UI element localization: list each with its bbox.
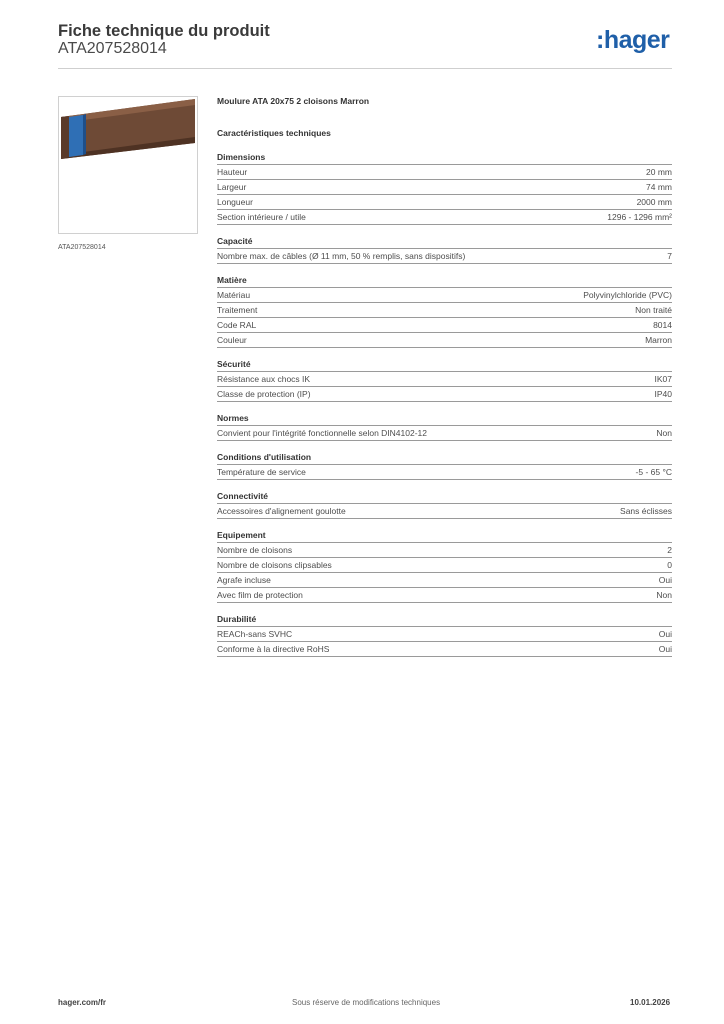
spec-label: Conforme à la directive RoHS [217,644,330,654]
spec-row [217,504,672,519]
spec-section [217,489,672,519]
spec-label: Largeur [217,182,247,192]
spec-value: Non [656,590,672,600]
spec-value: 7 [667,251,672,261]
spec-value: Non [656,428,672,438]
spec-value: 8014 [653,320,672,330]
spec-label: Résistance aux chocs IK [217,374,311,384]
spec-value: IK07 [654,374,672,384]
spec-label: Hauteur [217,167,248,177]
spec-row [217,333,672,348]
spec-label: Nombre de cloisons clipsables [217,560,332,570]
section-title: Matière [217,273,672,288]
spec-row [217,288,672,303]
hager-logo [596,26,669,55]
spec-label: Classe de protection (IP) [217,389,311,399]
spec-label: Couleur [217,335,247,345]
spec-row [217,180,672,195]
section-title: Sécurité [217,357,672,372]
spec-row [217,249,672,264]
spec-value: Marron [645,335,672,345]
product-reference: ATA207528014 [58,40,167,57]
spec-section [217,150,672,225]
spec-label: Température de service [217,467,306,477]
spec-row [217,372,672,387]
spec-value: 2 [667,545,672,555]
spec-value: 1296 - 1296 mm² [607,212,672,222]
spec-row [217,627,672,642]
spec-value: 20 mm [646,167,672,177]
spec-label: REACh-sans SVHC [217,629,293,639]
section-title: Durabilité [217,612,672,627]
section-title: Capacité [217,234,672,249]
spec-label: Nombre de cloisons [217,545,293,555]
footer-notice: Sous réserve de modifications techniques [292,998,441,1007]
spec-row [217,558,672,573]
spec-value: Sans éclisses [620,506,672,516]
spec-label: Accessoires d'alignement goulotte [217,506,346,516]
spec-label: Longueur [217,197,253,207]
spec-row [217,165,672,180]
section-title: Equipement [217,528,672,543]
spec-label: Matériau [217,290,251,300]
spec-value: Non traité [635,305,672,315]
spec-value: 2000 mm [636,197,672,207]
spec-row [217,387,672,402]
footer-date: 10.01.2026 [630,998,671,1007]
spec-row [217,543,672,558]
spec-value: Oui [658,575,672,585]
footer-website[interactable]: hager.com/fr [58,998,107,1007]
spec-row [217,195,672,210]
spec-value: 74 mm [646,182,672,192]
spec-row [217,642,672,657]
spec-row [217,573,672,588]
spec-label: Traitement [217,305,258,315]
spec-label: Section intérieure / utile [217,212,306,222]
logo-prefix: : [596,26,604,54]
spec-label: Convient pour l'intégrité fonctionnelle selon DIN4102-12 [217,428,428,438]
header-divider [58,68,672,69]
spec-section [217,273,672,348]
spec-value: -5 - 65 °C [635,467,672,477]
product-image [58,96,198,234]
specs-content [217,96,672,666]
logo-text: hager [603,26,670,54]
spec-row [217,588,672,603]
spec-section [217,450,672,480]
product-name: Moulure ATA 20x75 2 cloisons Marron [217,96,370,106]
section-title: Dimensions [217,150,672,165]
tech-heading: Caractéristiques techniques [217,128,331,138]
spec-row [217,303,672,318]
spec-value: IP40 [654,389,672,399]
spec-label: Avec film de protection [217,590,303,600]
cable-channel-illustration [59,97,197,233]
section-title: Conditions d'utilisation [217,450,672,465]
spec-label: Nombre max. de câbles (Ø 11 mm, 50 % remplis, sans dispositifs) [217,251,466,261]
spec-section [217,612,672,657]
image-caption: ATA207528014 [58,244,106,251]
page-title: Fiche technique du produit [58,22,270,40]
section-title: Normes [217,411,672,426]
spec-label: Code RAL [217,320,257,330]
spec-row [217,318,672,333]
spec-value: 0 [667,560,672,570]
spec-value: Oui [658,644,672,654]
section-title: Connectivité [217,489,672,504]
spec-value: Oui [658,629,672,639]
spec-section [217,234,672,264]
spec-sections [217,150,672,657]
spec-section [217,528,672,603]
spec-section [217,357,672,402]
spec-row [217,210,672,225]
spec-value: Polyvinylchloride (PVC) [583,290,672,300]
spec-row [217,465,672,480]
spec-label: Agrafe incluse [217,575,271,585]
spec-section [217,411,672,441]
spec-row [217,426,672,441]
